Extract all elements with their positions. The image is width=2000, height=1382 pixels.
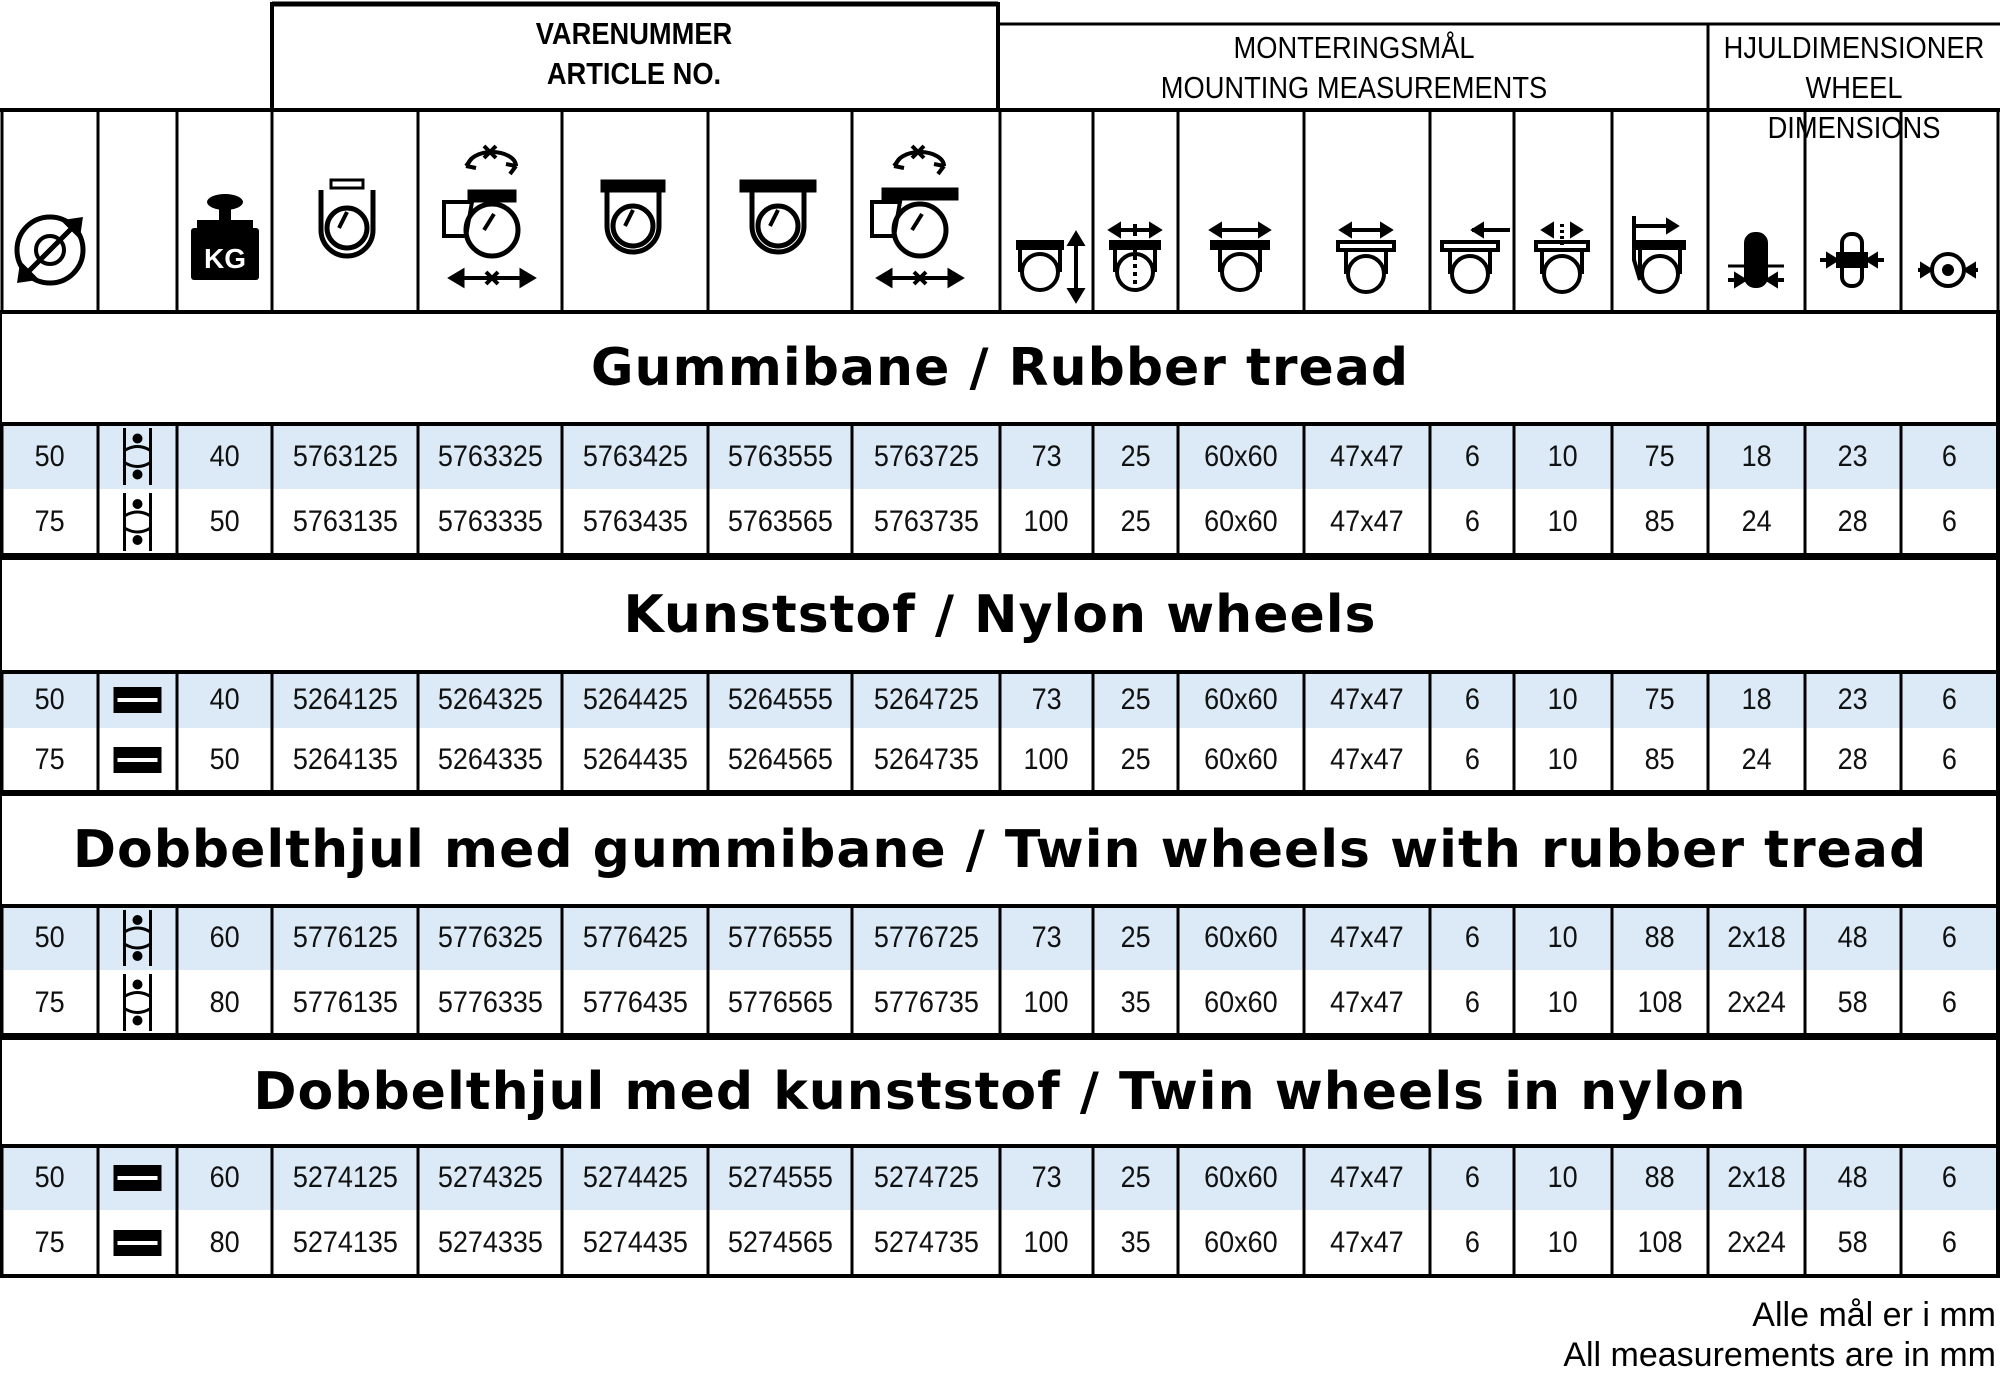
- wheel-dimension-cell: 6: [1941, 921, 1958, 954]
- mounting-measurement-cell: 100: [1023, 743, 1070, 776]
- article-number-cell: 5264135: [292, 743, 398, 776]
- article-header-line2: ARTICLE NO.: [546, 56, 722, 91]
- mounting-measurement-cell: 10: [1547, 1161, 1579, 1194]
- mounting-header-line1: MONTERINGSMÅL: [1233, 30, 1475, 65]
- mounting-measurement-cell: 35: [1120, 985, 1151, 1019]
- wheel-dimension-cell: 2x24: [1727, 985, 1786, 1019]
- article-number-cell: 5274425: [582, 1161, 688, 1194]
- mounting-measurement-cell: 10: [1547, 683, 1579, 716]
- mounting-measurement-cell: 47x47: [1330, 683, 1404, 716]
- mounting-measurement-cell: 108: [1637, 985, 1683, 1019]
- article-number-cell: 5264435: [582, 743, 688, 776]
- article-number-cell: 5776335: [437, 985, 543, 1019]
- article-number-cell: 5763325: [437, 439, 543, 473]
- mounting-measurement-cell: 108: [1637, 1226, 1683, 1259]
- mounting-measurement-cell: 47x47: [1330, 1226, 1404, 1259]
- wheel-dimension-cell: 28: [1837, 743, 1869, 776]
- wheel-diameter-cell: 50: [34, 439, 66, 473]
- article-number-cell: 5264725: [873, 683, 979, 716]
- wheel-dimension-cell: 2x18: [1727, 1161, 1786, 1194]
- mounting-measurement-cell: 47x47: [1330, 1161, 1404, 1194]
- wheel-diameter-cell: 75: [34, 505, 66, 538]
- load-capacity-cell: 60: [209, 1161, 240, 1194]
- mounting-measurement-cell: 6: [1464, 743, 1480, 776]
- article-number-cell: 5264555: [727, 683, 833, 716]
- mounting-measurement-cell: 60x60: [1204, 985, 1278, 1019]
- mounting-measurement-cell: 60x60: [1204, 1226, 1278, 1259]
- mounting-measurement-cell: 25: [1120, 439, 1151, 473]
- mounting-measurement-cell: 35: [1120, 1226, 1151, 1259]
- article-number-cell: 5763565: [727, 505, 833, 538]
- article-number-cell: 5274335: [437, 1226, 543, 1259]
- load-capacity-cell: 50: [209, 743, 240, 776]
- mounting-measurement-cell: 10: [1547, 921, 1579, 954]
- load-capacity-cell: 80: [209, 1226, 240, 1259]
- mounting-measurement-cell: 60x60: [1204, 439, 1278, 473]
- wheel-dimension-cell: 48: [1837, 1161, 1869, 1194]
- article-number-cell: 5763555: [727, 439, 833, 473]
- article-number-cell: 5274135: [292, 1226, 398, 1259]
- article-number-cell: 5763335: [437, 505, 543, 538]
- footer-note-2: All measurements are in mm: [1563, 1336, 1996, 1374]
- mounting-measurement-cell: 85: [1644, 743, 1676, 776]
- article-number-cell: 5274325: [437, 1161, 543, 1194]
- mounting-measurement-cell: 60x60: [1204, 743, 1278, 776]
- article-number-cell: 5776725: [873, 921, 979, 954]
- mounting-measurement-cell: 25: [1120, 505, 1151, 538]
- article-number-cell: 5264565: [727, 743, 833, 776]
- load-capacity-cell: 60: [209, 921, 240, 954]
- wheel-dimension-cell: 18: [1741, 439, 1772, 473]
- article-number-cell: 5264325: [437, 683, 543, 716]
- load-capacity-cell: 80: [209, 985, 240, 1019]
- footer-note-1: Alle mål er i mm: [1752, 1296, 1996, 1334]
- wheel-dimension-cell: 6: [1941, 505, 1958, 538]
- wheel-dimension-cell: 23: [1837, 683, 1869, 716]
- mounting-measurement-cell: 100: [1023, 505, 1070, 538]
- article-number-cell: 5264335: [437, 743, 543, 776]
- mounting-measurement-cell: 6: [1464, 439, 1480, 473]
- wheel-diameter-cell: 75: [34, 743, 66, 776]
- article-number-cell: 5776555: [727, 921, 833, 954]
- mounting-measurement-cell: 6: [1464, 683, 1480, 716]
- wheel-dimension-cell: 2x18: [1727, 921, 1786, 954]
- mounting-measurement-cell: 25: [1120, 683, 1151, 716]
- mounting-measurement-cell: 73: [1031, 1161, 1062, 1194]
- wheel-dimension-cell: 58: [1837, 1226, 1869, 1259]
- mounting-measurement-cell: 47x47: [1330, 985, 1404, 1019]
- article-number-cell: 5274555: [727, 1161, 833, 1194]
- mounting-measurement-cell: 6: [1464, 1226, 1480, 1259]
- mounting-measurement-cell: 6: [1464, 921, 1480, 954]
- wheel-dimension-cell: 6: [1941, 985, 1958, 1019]
- article-number-cell: 5763735: [873, 505, 979, 538]
- wheel-dimension-cell: 24: [1741, 505, 1772, 538]
- article-number-cell: 5776325: [437, 921, 543, 954]
- article-number-cell: 5274565: [727, 1226, 833, 1259]
- article-number-cell: 5274735: [873, 1226, 979, 1259]
- wheel-diameter-cell: 50: [34, 1161, 66, 1194]
- section-title: Dobbelthjul med gummibane / Twin wheels with rubber tread: [72, 820, 1928, 880]
- wheel-dimension-cell: 23: [1837, 439, 1869, 473]
- wheel-dimension-cell: 6: [1941, 743, 1958, 776]
- wheel-dimension-cell: 24: [1741, 743, 1772, 776]
- mounting-measurement-cell: 10: [1547, 1226, 1579, 1259]
- mounting-measurement-cell: 60x60: [1204, 1161, 1278, 1194]
- wheel-header-line2: WHEEL DIMENSIONS: [1767, 70, 1941, 145]
- wheel-dimension-cell: 6: [1941, 1161, 1958, 1194]
- load-capacity-cell: 40: [209, 439, 240, 473]
- mounting-measurement-cell: 60x60: [1204, 505, 1278, 538]
- article-number-cell: 5264125: [292, 683, 398, 716]
- load-capacity-cell: 50: [209, 505, 240, 538]
- article-number-cell: 5776735: [873, 985, 979, 1019]
- wheel-diameter-cell: 50: [34, 683, 66, 716]
- mounting-measurement-cell: 6: [1464, 505, 1480, 538]
- mounting-measurement-cell: 85: [1644, 505, 1676, 538]
- mounting-measurement-cell: 60x60: [1204, 921, 1278, 954]
- article-number-cell: 5776425: [582, 921, 688, 954]
- article-number-cell: 5763125: [292, 439, 398, 473]
- wheel-dimension-cell: 6: [1941, 683, 1958, 716]
- mounting-measurement-cell: 88: [1644, 921, 1676, 954]
- article-number-cell: 5763135: [292, 505, 398, 538]
- wheel-dimension-cell: 48: [1837, 921, 1869, 954]
- mounting-measurement-cell: 100: [1023, 1226, 1070, 1259]
- mounting-measurement-cell: 47x47: [1330, 505, 1404, 538]
- article-header-line1: VARENUMMER: [535, 16, 733, 51]
- wheel-dimension-cell: 28: [1837, 505, 1869, 538]
- mounting-measurement-cell: 10: [1547, 743, 1579, 776]
- article-number-cell: 5274435: [582, 1226, 688, 1259]
- wheel-dimension-cell: 6: [1941, 439, 1958, 473]
- mounting-measurement-cell: 25: [1120, 1161, 1151, 1194]
- wheel-dimension-cell: 18: [1741, 683, 1772, 716]
- article-number-cell: 5776125: [292, 921, 398, 954]
- mounting-measurement-cell: 47x47: [1330, 743, 1404, 776]
- article-number-cell: 5274725: [873, 1161, 979, 1194]
- mounting-measurement-cell: 25: [1120, 921, 1151, 954]
- mounting-measurement-cell: 47x47: [1330, 439, 1404, 473]
- mounting-measurement-cell: 6: [1464, 985, 1480, 1019]
- mounting-measurement-cell: 6: [1464, 1161, 1480, 1194]
- wheel-dimension-cell: 6: [1941, 1226, 1958, 1259]
- load-capacity-cell: 40: [209, 683, 240, 716]
- section-title: Kunststof / Nylon wheels: [623, 585, 1377, 645]
- mounting-measurement-cell: 73: [1031, 683, 1062, 716]
- article-number-cell: 5264735: [873, 743, 979, 776]
- article-number-cell: 5274125: [292, 1161, 398, 1194]
- section-title: Dobbelthjul med kunststof / Twin wheels in nylon: [253, 1062, 1747, 1122]
- mounting-measurement-cell: 88: [1644, 1161, 1676, 1194]
- wheel-dimension-cell: 58: [1837, 985, 1869, 1019]
- article-number-cell: 5763425: [582, 439, 688, 473]
- kg-label: KG: [204, 243, 246, 274]
- article-number-cell: 5776565: [727, 985, 833, 1019]
- wheel-dimension-cell: 2x24: [1727, 1226, 1786, 1259]
- mounting-measurement-cell: 25: [1120, 743, 1151, 776]
- wheel-diameter-cell: 75: [34, 985, 66, 1019]
- wheel-diameter-cell: 75: [34, 1226, 66, 1259]
- article-number-cell: 5264425: [582, 683, 688, 716]
- mounting-measurement-cell: 10: [1547, 439, 1579, 473]
- article-number-cell: 5776435: [582, 985, 688, 1019]
- wheel-header-line1: HJULDIMENSIONER: [1723, 30, 1985, 65]
- mounting-measurement-cell: 100: [1023, 985, 1070, 1019]
- article-number-cell: 5763725: [873, 439, 979, 473]
- mounting-measurement-cell: 60x60: [1204, 683, 1278, 716]
- mounting-header-line2: MOUNTING MEASUREMENTS: [1160, 70, 1548, 105]
- mounting-measurement-cell: 10: [1547, 985, 1579, 1019]
- article-number-cell: 5763435: [582, 505, 688, 538]
- mounting-measurement-cell: 10: [1547, 505, 1579, 538]
- mounting-measurement-cell: 73: [1031, 439, 1062, 473]
- section-title: Gummibane / Rubber tread: [590, 338, 1410, 398]
- mounting-measurement-cell: 75: [1644, 439, 1676, 473]
- mounting-measurement-cell: 73: [1031, 921, 1062, 954]
- article-number-cell: 5776135: [292, 985, 398, 1019]
- mounting-measurement-cell: 75: [1644, 683, 1676, 716]
- mounting-measurement-cell: 47x47: [1330, 921, 1404, 954]
- wheel-diameter-cell: 50: [34, 921, 66, 954]
